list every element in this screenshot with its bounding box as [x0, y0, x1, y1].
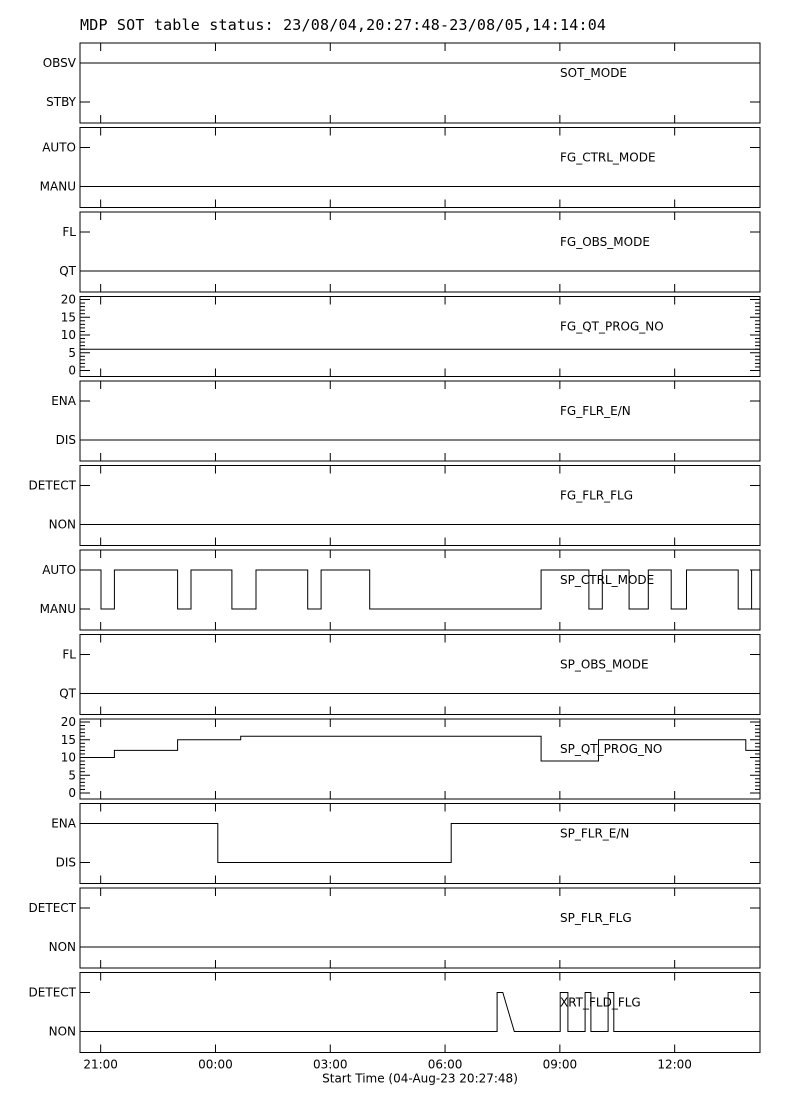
- y-tick-label: 0: [68, 363, 76, 378]
- panel-label-sp-flr-e-n: SP_FLR_E/N: [560, 826, 630, 841]
- panel-label-fg-flr-flg: FG_FLR_FLG: [560, 488, 634, 503]
- panel-label-fg-obs-mode: FG_OBS_MODE: [560, 235, 650, 249]
- page-title: MDP SOT table status: 23/08/04,20:27:48-23/08/05,14:14:04: [80, 16, 607, 34]
- panel-frame-sp-qt-prog-no: [80, 719, 760, 799]
- y-tick-label: DIS: [55, 855, 76, 870]
- y-tick-label: DETECT: [28, 478, 76, 493]
- y-tick-label: OBSV: [42, 56, 76, 70]
- panel-frame-fg-ctrl-mode: [80, 128, 760, 208]
- series-line-sp-flr-e-n: [80, 824, 760, 863]
- panel-label-sp-ctrl-mode: SP_CTRL_MODE: [560, 573, 655, 587]
- series-line-sp-ctrl-mode: [80, 570, 760, 609]
- y-tick-label: NON: [48, 517, 76, 532]
- panel-frame-fg-qt-prog-no: [80, 297, 760, 377]
- panel-label-sot-mode: SOT_MODE: [560, 66, 628, 80]
- panel-frame-fg-obs-mode: [80, 212, 760, 292]
- x-tick-label: 00:00: [198, 1057, 233, 1072]
- y-tick-label: STBY: [46, 95, 76, 109]
- y-tick-label: QT: [59, 264, 76, 278]
- y-tick-label: 10: [60, 750, 76, 765]
- panel-frame-fg-flr-e-n: [80, 381, 760, 461]
- y-tick-label: ENA: [51, 394, 76, 408]
- panel-label-sp-obs-mode: SP_OBS_MODE: [560, 657, 649, 672]
- y-tick-label: ENA: [51, 816, 76, 831]
- panel-frame-xrt-fld-flg: [80, 973, 760, 1053]
- y-tick-label: DETECT: [28, 901, 76, 915]
- panel-label-xrt-fld-flg: XRT_FLD_FLG: [560, 995, 641, 1010]
- y-tick-label: MANU: [39, 179, 76, 194]
- y-tick-label: 5: [68, 768, 76, 783]
- panel-label-fg-flr-e-n: FG_FLR_E/N: [560, 404, 631, 418]
- x-tick-label: 03:00: [312, 1057, 348, 1072]
- y-tick-label: FL: [62, 225, 76, 239]
- x-tick-label: 12:00: [657, 1057, 692, 1072]
- panel-label-sp-flr-flg: SP_FLR_FLG: [560, 911, 632, 925]
- y-tick-label: DIS: [55, 433, 76, 447]
- y-tick-label: 10: [60, 328, 76, 342]
- x-axis-title: Start Time (04-Aug-23 20:27:48): [322, 1071, 518, 1086]
- panel-frame-sp-ctrl-mode: [80, 550, 760, 630]
- y-tick-label: 15: [60, 732, 76, 747]
- x-tick-label: 09:00: [542, 1057, 578, 1072]
- y-tick-label: MANU: [39, 602, 76, 616]
- panel-label-sp-qt-prog-no: SP_QT_PROG_NO: [560, 742, 663, 756]
- x-tick-label: 21:00: [83, 1057, 118, 1072]
- panel-label-fg-qt-prog-no: FG_QT_PROG_NO: [560, 319, 664, 334]
- y-tick-label: AUTO: [42, 140, 76, 155]
- y-tick-label: NON: [48, 1024, 76, 1039]
- y-tick-label: NON: [48, 940, 76, 954]
- panel-frame-sot-mode: [80, 43, 760, 123]
- y-tick-label: 0: [68, 786, 76, 800]
- series-line-xrt-fld-flg: [80, 993, 760, 1032]
- y-tick-label: QT: [59, 686, 76, 701]
- y-tick-label: FL: [62, 647, 76, 662]
- y-tick-label: 5: [68, 345, 76, 360]
- panel-frame-fg-flr-flg: [80, 466, 760, 546]
- y-tick-label: DETECT: [28, 985, 76, 1000]
- panel-label-fg-ctrl-mode: FG_CTRL_MODE: [560, 150, 656, 165]
- panel-frame-sp-obs-mode: [80, 635, 760, 715]
- panel-frame-sp-flr-e-n: [80, 804, 760, 884]
- y-tick-label: 20: [60, 292, 76, 307]
- y-tick-label: 15: [60, 310, 76, 325]
- y-tick-label: 20: [60, 715, 76, 729]
- x-tick-label: 06:00: [427, 1057, 463, 1072]
- y-tick-label: AUTO: [42, 563, 76, 577]
- panel-frame-sp-flr-flg: [80, 888, 760, 968]
